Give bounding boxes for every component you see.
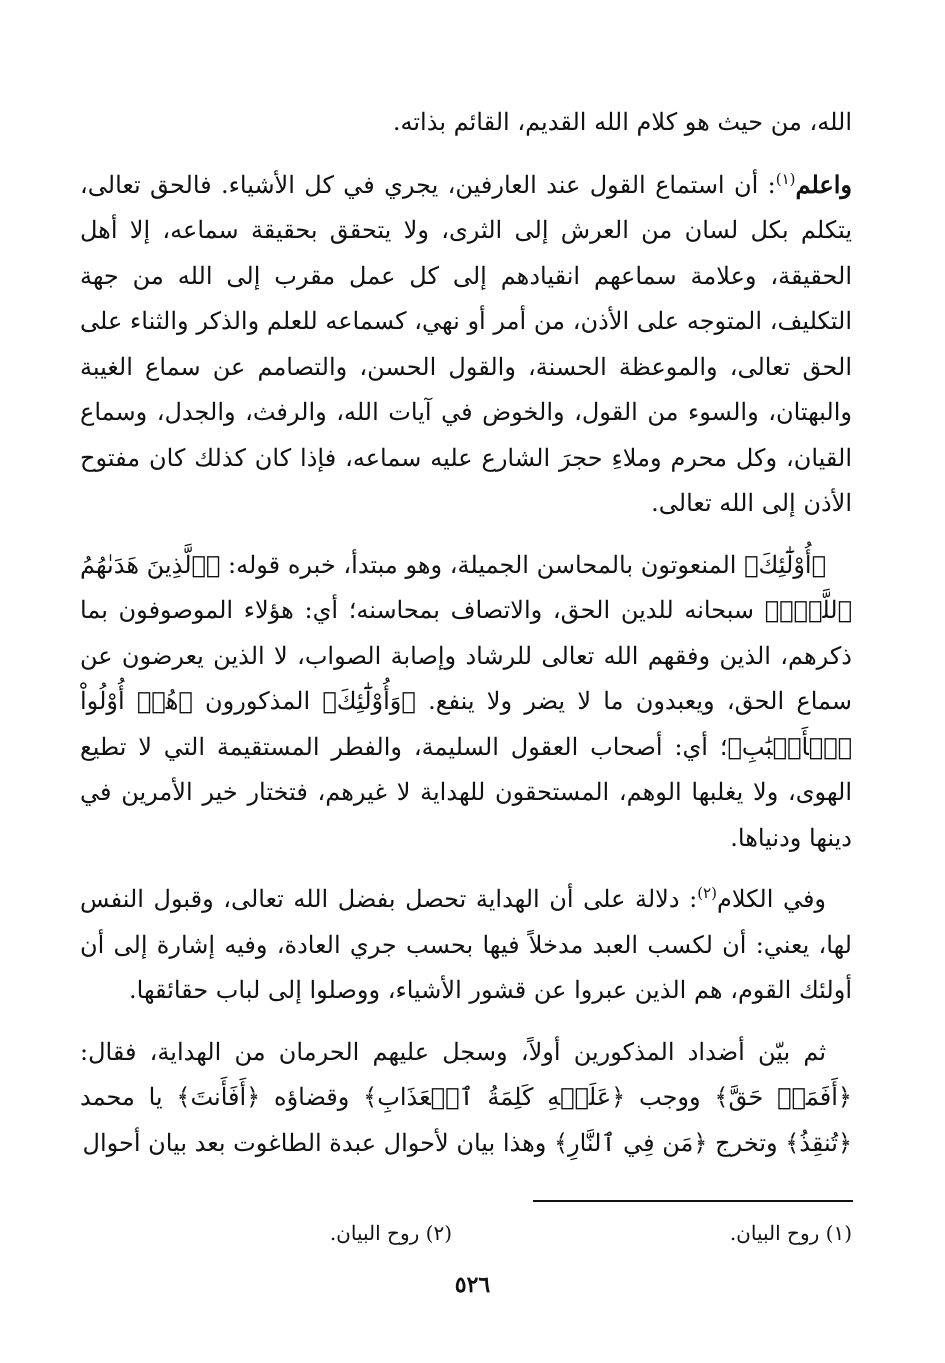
paragraph-2-text: : أن استماع القول عند العارفين، يجري في كل الأشياء. فالحق تعالى، يتكلم بكل لسان من العرش إلى الثرى، ولا يتحقق بحقيقة سماعه، إلا أهل الحقيقة، وعلامة سماعهم انقيادهم إلى كل عمل مقرب إلى الله من جهة التكليف، المتوجه على الأذن، من أمر أو نهي، كسماعه للعلم والذكر والثناء على الحق تعالى، والموعظة الحسنة، والقول الحسن، والتصامم عن سماع الغيبة والبهتان، والسوء من القول، والخوض في آيات الله، والرفث، والجدل، وسماع القيان، وكل محرم وملاءِ حجرَ الشارع عليه سماعه، فإذا كان كذلك كان مفتوح الأذن إلى الله تعالى.	[80, 170, 852, 517]
footnote-ref-2: (٢)	[697, 884, 717, 902]
paragraph-1-text: الله، من حيث هو كلام الله القديم، القائم بذاته.	[392, 108, 852, 136]
paragraph-2	[80, 162, 852, 527]
footnote-2-number: (٢)	[425, 1221, 452, 1245]
footnote-ref-1: (١)	[775, 169, 796, 188]
paragraph-3-text: ﴿أُوْلَٰٓئِكَ﴾ المنعوتون بالمحاسن الجميلة، وهو مبتدأ، خبره قوله: ﴿ٱلَّذِينَ هَدَىٰهُمُ ٱللَّهُۖ﴾ سبحانه للدين الحق، والاتصاف بمحاسنه؛ أي: هؤلاء الموصوفون بما ذكرهم، الذين وفقهم الله تعالى للرشاد وإصابة الصواب، لا الذين يعرضون عن سماع الحق، ويعبدون ما لا يضر ولا ينفع. ﴿وَأُوْلَٰٓئِكَ﴾ المذكورون ﴿هُمۡ أُوْلُواْ ٱلۡأَلۡبَٰبِ﴾؛ أي: أصحاب العقول السليمة، والفطر المستقيمة التي لا تطيع الهوى، ولا يغلبها الوهم، المستحقون للهداية لا غيرهم، فتختار خير الأمرين في دينها ودنياها.	[80, 550, 853, 852]
footnote-2	[330, 1218, 452, 1248]
page-number: ٥٢٦	[454, 1272, 491, 1298]
paragraph-4-text: : دلالة على أن الهداية تحصل بفضل الله تعالى، وقبول النفس لها، يعني: أن لكسب العبد مدخلاً فيها بحسب جري العادة، وفيه إشارة إلى أن أولئك القوم، هم الذين عبروا عن قشور الأشياء، ووصلوا إلى لباب حقائقها.	[80, 885, 852, 1004]
footnote-separator	[533, 1200, 853, 1202]
paragraph-5	[80, 1030, 852, 1167]
paragraph-2-lead: واعلم	[795, 169, 852, 199]
paragraph-5-text: ثم بيّن أضداد المذكورين أولاً، وسجل عليهم الحرمان من الهداية، فقال: ﴿أَفَمَنۡ حَقَّ﴾ ووجب ﴿عَلَيۡهِ كَلِمَةُ ٱلۡعَذَابِ﴾ وقضاؤه ﴿أَفَأَنتَ﴾ يا محمد ﴿تُنقِذُ﴾ وتخرج ﴿مَن فِي ٱلنَّارِ﴾ وهذا بيان لأحوال عبدة الطاغوت بعد بيان أحوال	[80, 1037, 852, 1157]
footnote-1-number: (١)	[825, 1221, 852, 1245]
footnote-1-text: روح البيان.	[729, 1221, 820, 1245]
paragraph-4	[80, 877, 852, 1014]
paragraph-3	[80, 543, 852, 862]
paragraph-4-lead: وفي الكلام	[716, 885, 827, 913]
paragraph-1	[80, 100, 852, 146]
footnote-2-text: روح البيان.	[329, 1221, 420, 1245]
page-body	[80, 100, 852, 1166]
footnote-1	[730, 1218, 852, 1248]
